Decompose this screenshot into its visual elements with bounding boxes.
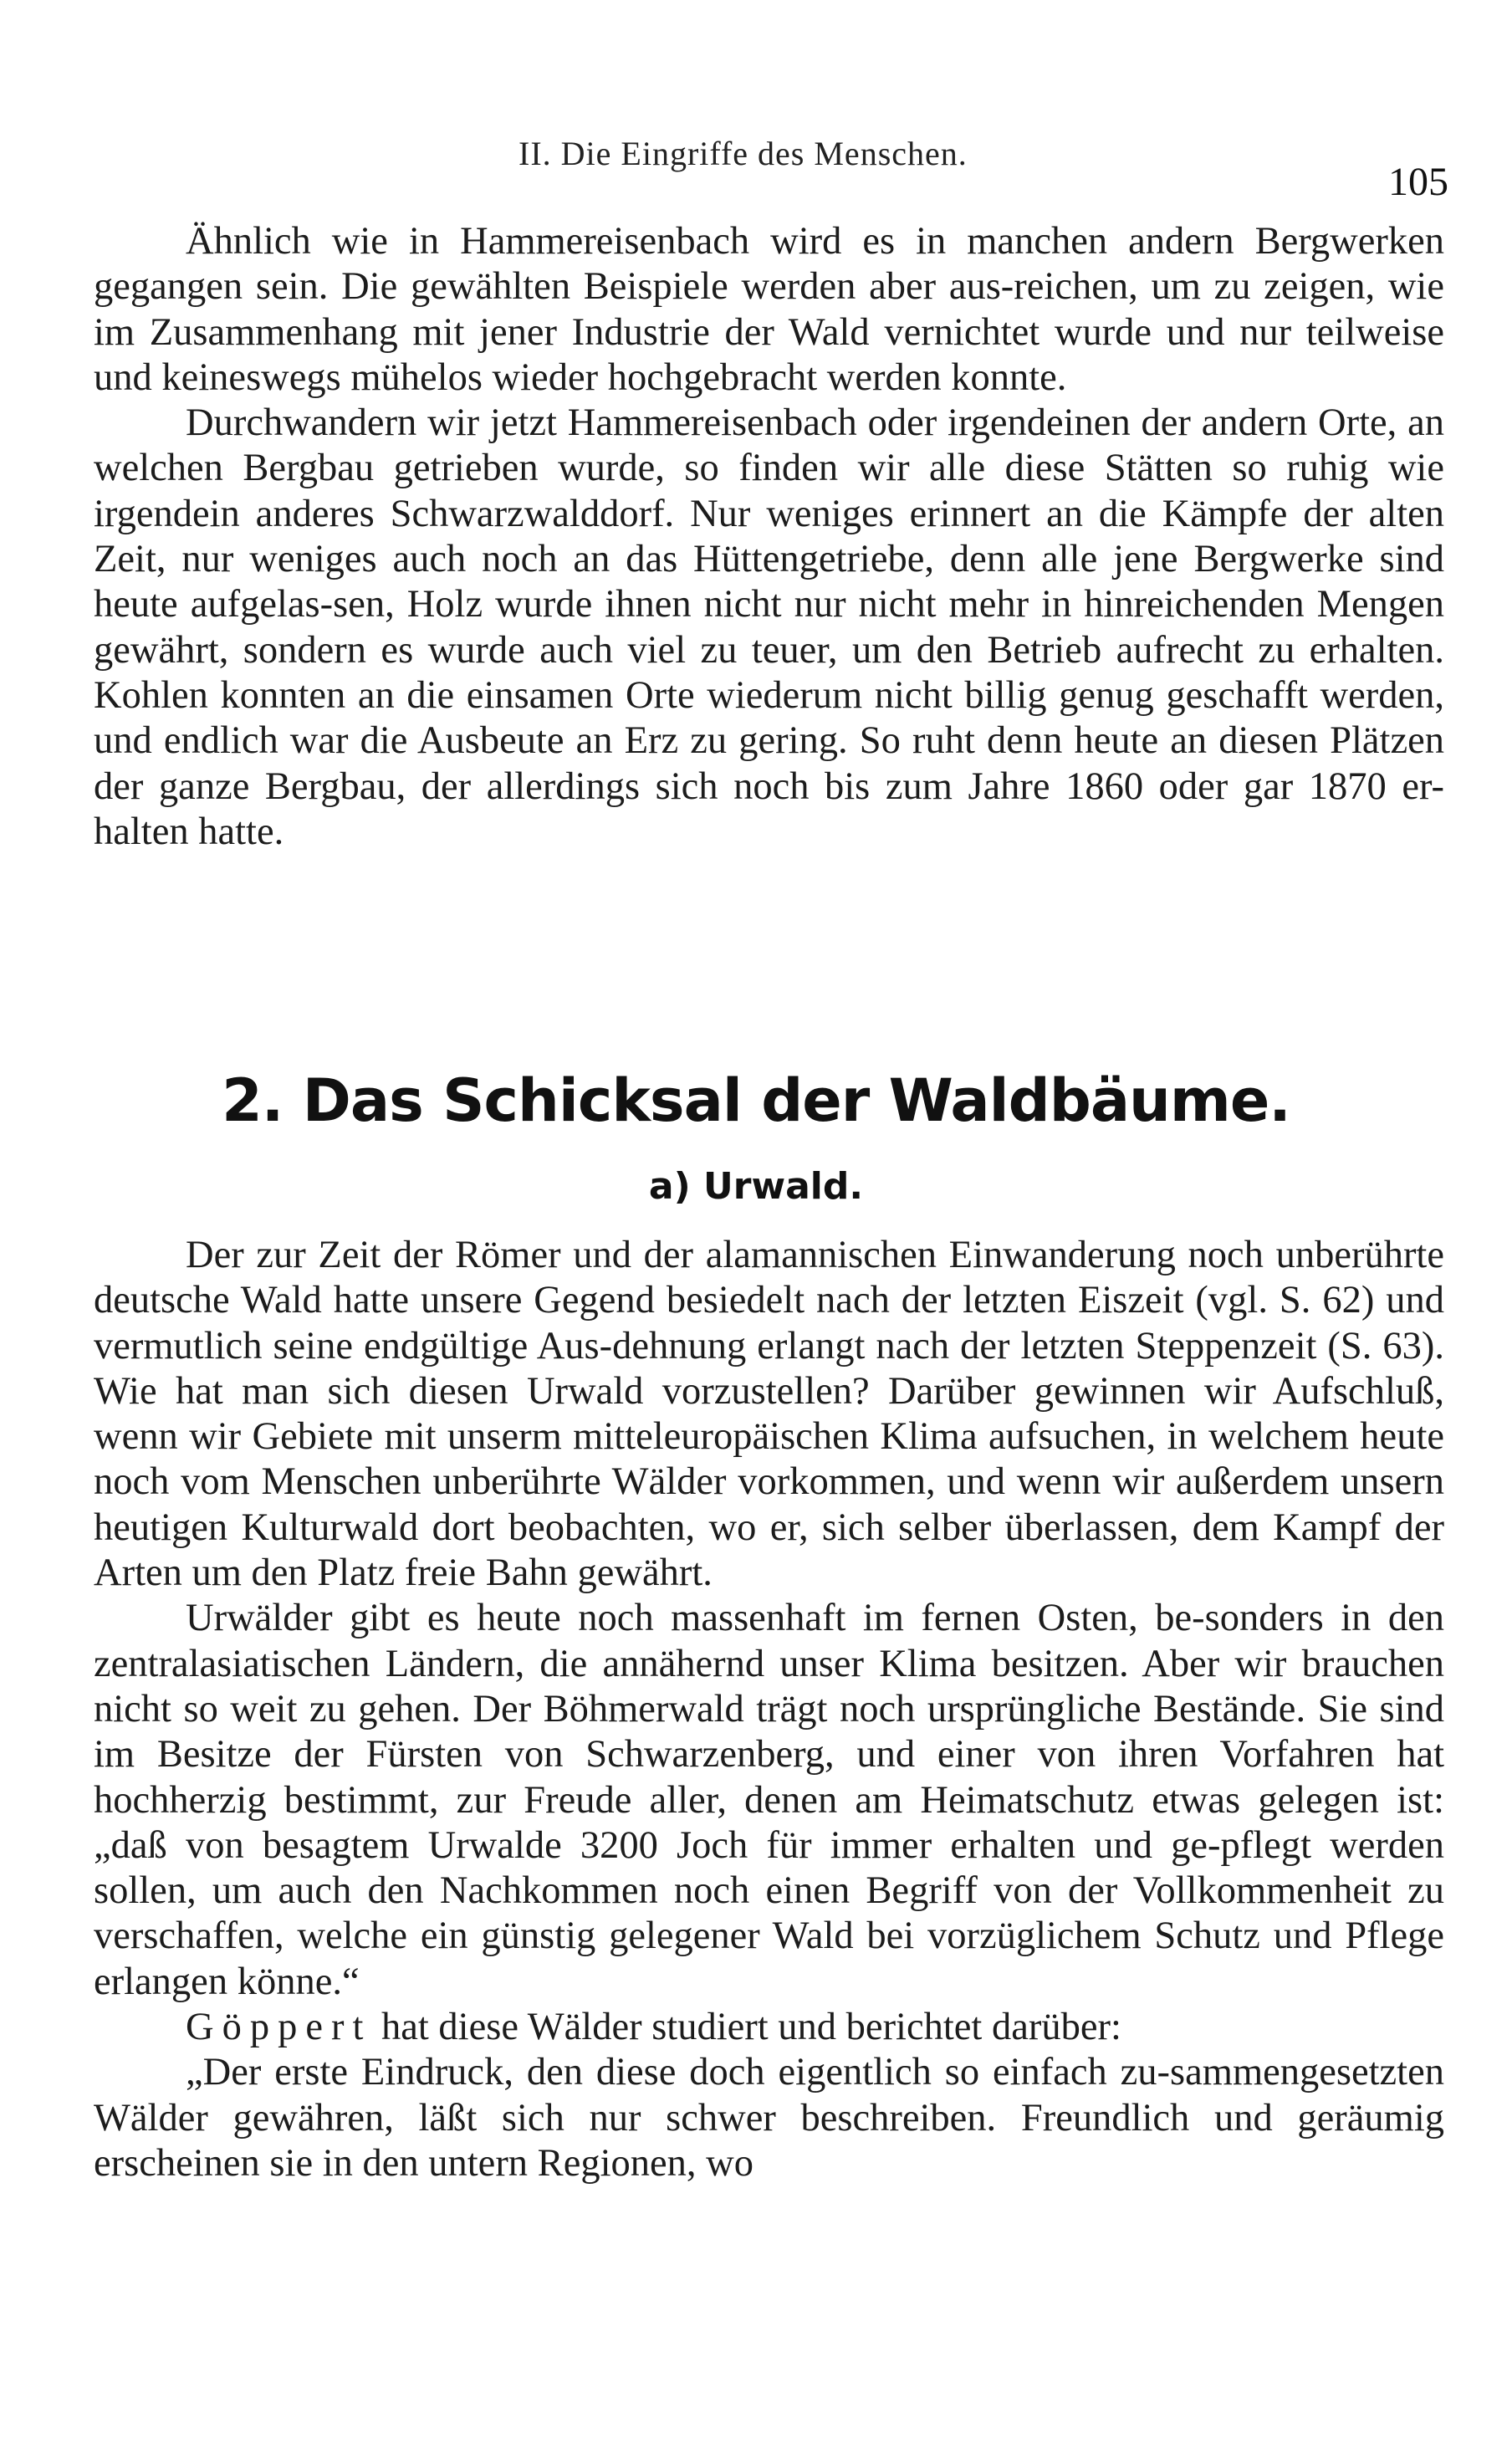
page-number: 105 <box>1388 160 1448 204</box>
section-body-mining <box>94 219 1444 855</box>
paragraph: Ähnlich wie in Hammereisenbach wird es in manchen andern Bergwerken gegangen sein. Die gewählten Beispiele werden aber aus-reichen, um zu zeigen, wie im Zusammenhang mit jener Industrie der Wald vernichtet wurde und nur teilweise und keineswegs mühelos wieder hochgebracht werden konnte. <box>94 220 1444 399</box>
paragraph: Durchwandern wir jetzt Hammereisenbach oder irgendeinen der andern Orte, an welchen Bergbau getrieben wurde, so finden wir alle diese Stätten so ruhig wie irgendein anderes Schwarzwalddorf. Nur weniges erinnert an die Kämpfe der alten Zeit, nur weniges auch noch an das Hüttengetriebe, denn alle jene Bergwerke sind heute aufgelas-sen, Holz wurde ihnen nicht nur nicht mehr in hinreichenden Mengen gewährt, sondern es wurde auch viel zu teuer, um den Betrieb aufrecht zu erhalten. Kohlen konnten an die einsamen Orte wiederum nicht billig genug geschafft werden, und endlich war die Ausbeute an Erz zu gering. So ruht denn heute an diesen Plätzen der ganze Bergbau, der allerdings sich noch bis zum Jahre 1860 oder gar 1870 er-halten hatte. <box>94 401 1444 853</box>
running-head: II. Die Eingriffe des Menschen. <box>518 135 968 172</box>
section-body-urwald <box>94 1233 1444 2186</box>
author-name: Göppert <box>186 2006 372 2049</box>
paragraph: „Der erste Eindruck, den diese doch eigentlich so einfach zu-sammengesetzten Wälder gewähren, läßt sich nur schwer beschreiben. Freundlich und geräumig erscheinen sie in den untern Regionen, wo <box>94 2051 1444 2185</box>
paragraph <box>94 2005 1444 2050</box>
paragraph-text: hat diese Wälder studiert und berichtet darüber: <box>371 2006 1121 2049</box>
paragraph: Der zur Zeit der Römer und der alamannischen Einwanderung noch unberührte deutsche Wald hatte unsere Gegend besiedelt nach der letzten Eiszeit (vgl. S. 62) und vermutlich seine endgültige Aus-dehnung erlangt nach der letzten Steppenzeit (S. 63). Wie hat man sich diesen Urwald vorzustellen? Darüber gewinnen wir Aufschluß, wenn wir Gebiete mit unserm mitteleuropäischen Klima aufsuchen, in welchem heute noch vom Menschen unberührte Wälder vorkommen, und wenn wir außerdem unsern heutigen Kulturwald dort beobachten, wo er, sich selber überlassen, dem Kampf der Arten um den Platz freie Bahn gewährt. <box>94 1234 1444 1595</box>
paragraph: Urwälder gibt es heute noch massenhaft im fernen Osten, be-sonders in den zentralasiatischen Ländern, die annähernd unser Klima besitzen. Aber wir brauchen nicht so weit zu gehen. Der Böhmerwald trägt noch ursprüngliche Bestände. Sie sind im Besitze der Fürsten von Schwarzenberg, und einer von ihren Vorfahren hat hochherzig bestimmt, zur Freude aller, denen am Heimatschutz etwas gelegen ist: „daß von besagtem Urwalde 3200 Joch für immer erhalten und ge-pflegt werden sollen, um auch den Nachkommen noch einen Begriff von der Vollkommenheit zu verschaffen, welche ein günstig gelegener Wald bei vorzüglichem Schutz und Pflege erlangen könne.“ <box>94 1597 1444 2003</box>
section-subtitle: a) Urwald. <box>648 1165 864 1208</box>
chapter-title: 2. Das Schicksal der Waldbäume. <box>222 1066 1290 1135</box>
